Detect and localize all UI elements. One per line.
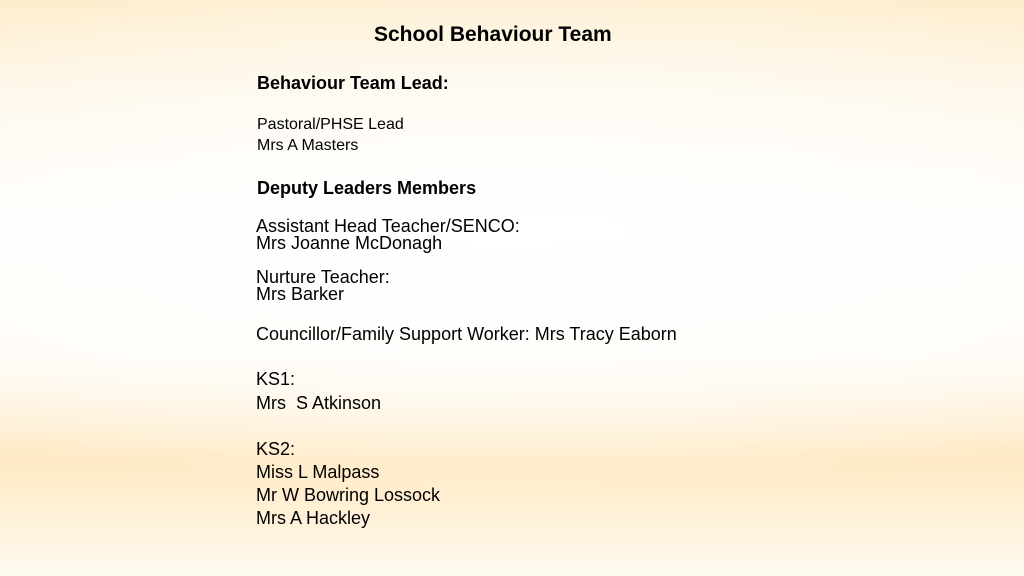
ks2-member: Mrs A Hackley	[256, 508, 371, 528]
ks2-label: KS2:	[256, 439, 296, 459]
assistant-head-role: Assistant Head Teacher/SENCO:	[256, 216, 520, 236]
nurture-name: Mrs Barker	[256, 284, 345, 304]
lead-name: Mrs A Masters	[257, 137, 359, 154]
nurture-role: Nurture Teacher:	[256, 267, 390, 287]
slide-title: School Behaviour Team	[374, 23, 612, 46]
ks1-member: Mrs S Atkinson	[256, 393, 382, 413]
ks1-label: KS1:	[256, 369, 296, 389]
lead-heading: Behaviour Team Lead:	[257, 73, 449, 93]
ks2-member: Miss L Malpass	[256, 462, 380, 482]
councillor-line: Councillor/Family Support Worker: Mrs Tracy Eaborn	[256, 324, 677, 344]
ks2-member: Mr W Bowring Lossock	[256, 485, 441, 505]
deputy-heading: Deputy Leaders Members	[257, 178, 477, 198]
assistant-head-name: Mrs Joanne McDonagh	[256, 233, 443, 253]
lead-role: Pastoral/PHSE Lead	[257, 116, 404, 133]
